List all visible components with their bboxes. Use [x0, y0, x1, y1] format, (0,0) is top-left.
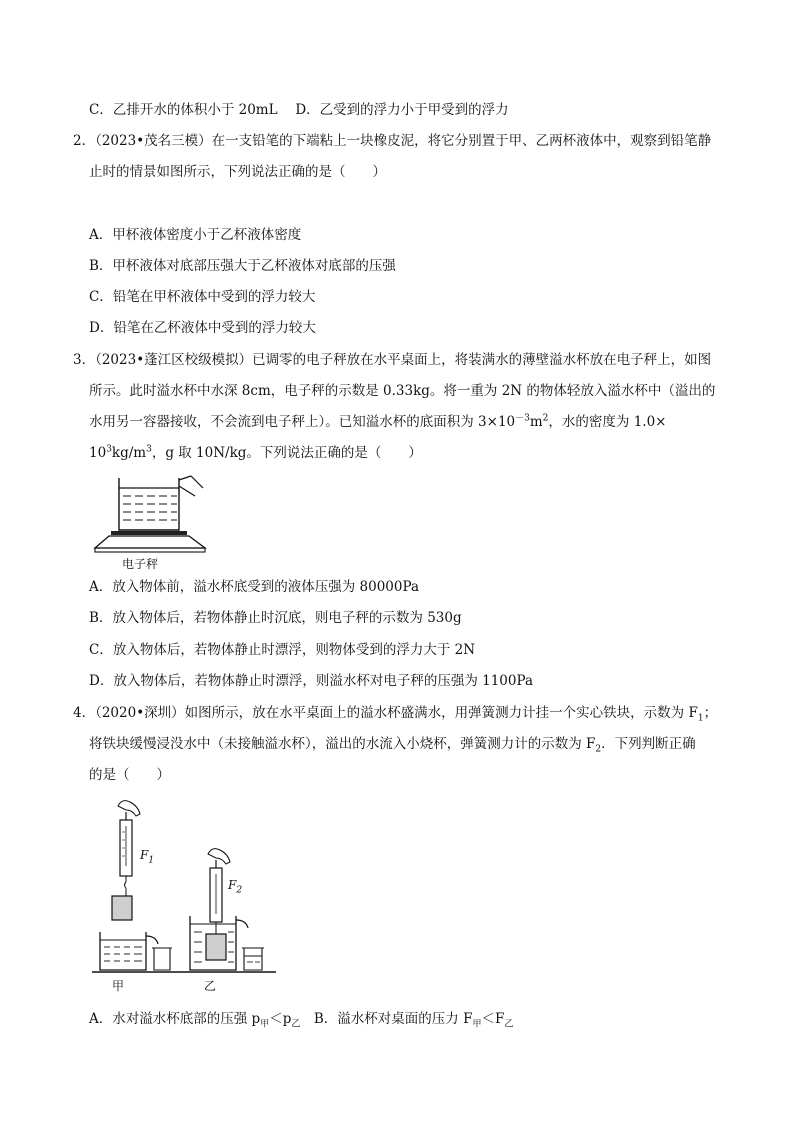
q2-option-d: D．铅笔在乙杯液体中受到的浮力较大 — [89, 320, 316, 336]
q4-stem-line1: 4．（2020•深圳）如图所示，放在水平桌面上的溢水杯盛满水，用弹簧测力计挂一个实心铁块，示数为 $F_1$； — [73, 705, 718, 724]
q3-stem-line4: $10^3kg/m^3$，g 取 10N/kg。下列说法正确的是（ ） — [89, 444, 422, 461]
q4-stem-line2: 将铁块缓慢浸没水中（未接触溢水杯），溢出的水流入小烧杯，弹簧测力计的示数为 $F_2$．下列判断正确 — [89, 736, 696, 755]
q1-options-cd: C．乙排开水的体积小于 20mL D．乙受到的浮力小于甲受到的浮力 — [89, 102, 509, 118]
q3-scale-figure — [93, 474, 221, 564]
q4-options-ab: A．水对溢水杯底部的压强 $p_甲<p_乙$ B．溢水杯对桌面的压力 $F_甲<F_乙$ — [89, 1011, 514, 1030]
q4-stem-line3: 的是（ ） — [89, 767, 170, 783]
q4-f2-label: $F_2$ — [228, 878, 243, 896]
q2-option-a: A．甲杯液体密度小于乙杯液体密度 — [89, 227, 302, 243]
q3-stem-line2: 所示。此时溢水杯中水深 8cm，电子秤的示数是 0.33kg。将一重为 2N 的物体轻放入溢水杯中（溢出的 — [89, 383, 716, 399]
q3-option-b: B．放入物体后，若物体静止时沉底，则电子秤的示数为 530g — [89, 610, 462, 626]
q2-option-c: C．铅笔在甲杯液体中受到的浮力较大 — [89, 289, 316, 305]
q2-stem-line1: 2．（2023•茂名三模）在一支铅笔的下端粘上一块橡皮泥，将它分别置于甲、乙两杯液体中，观察到铅笔静 — [73, 133, 712, 149]
q2-stem-line2: 止时的情景如图所示，下列说法正确的是（ ） — [89, 164, 386, 180]
q3-figure-label: 电子秤 — [122, 557, 159, 571]
q4-figure-label-yi: 乙 — [204, 979, 217, 993]
q3-option-c: C．放入物体后，若物体静止时漂浮，则物体受到的浮力大于 2N — [89, 642, 476, 658]
q4-f1-label: $F_1$ — [140, 848, 155, 866]
q4-spring-scale-figure — [90, 796, 280, 986]
q3-stem-line1: 3．（2023•蓬江区校级模拟）已调零的电子秤放在水平桌面上，将装满水的薄壁溢水杯放在电子秤上，如图 — [73, 352, 712, 368]
q2-option-b: B．甲杯液体对底部压强大于乙杯液体对底部的压强 — [89, 258, 396, 274]
q3-option-d: D．放入物体后，若物体静止时漂浮，则溢水杯对电子秤的压强为 1100Pa — [89, 673, 533, 689]
q4-figure-label-jia: 甲 — [112, 979, 125, 993]
q3-stem-line3: 水用另一容器接收，不会流到电子秤上）。已知溢水杯的底面积为 $3\times 10^{-3}m^2$，水的密度为 1.0× — [89, 413, 667, 430]
q3-option-a: A．放入物体前，溢水杯底受到的液体压强为 80000Pa — [89, 579, 420, 595]
